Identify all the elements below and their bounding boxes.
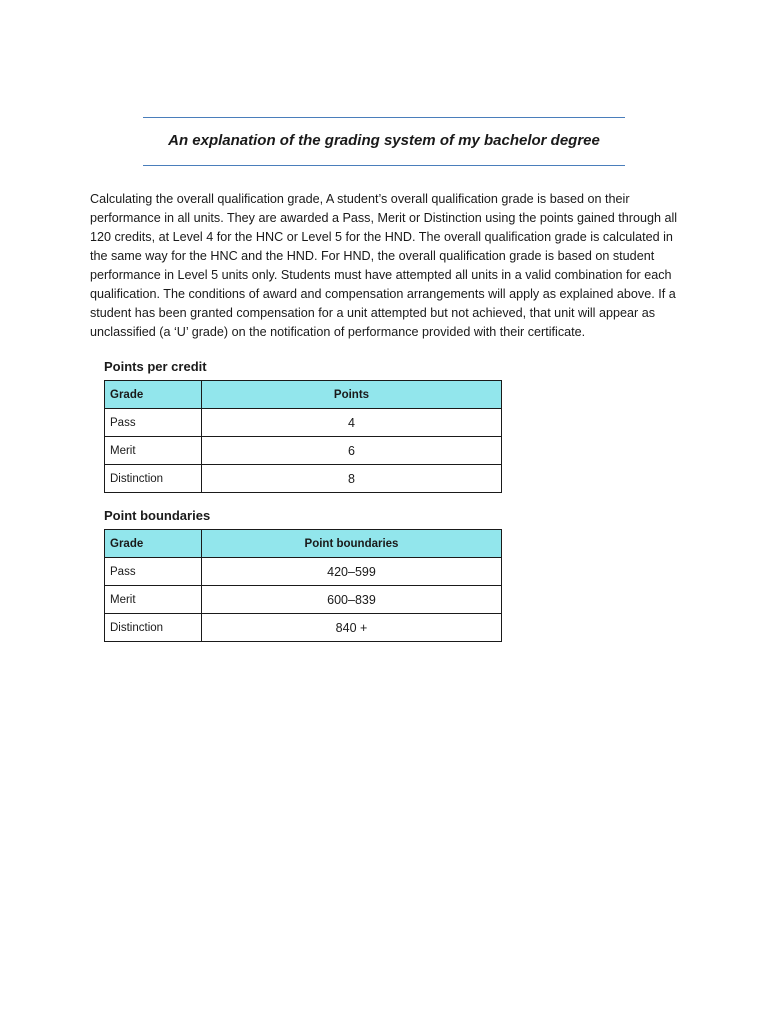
points-per-credit-heading: Points per credit (104, 359, 207, 374)
table-header-row (105, 381, 502, 409)
table-header-grade: Grade (105, 381, 202, 409)
points-per-credit-table (104, 380, 502, 493)
title-rule-top (143, 117, 625, 118)
table-row (105, 409, 502, 437)
table-row (105, 614, 502, 642)
grade-cell: Distinction (105, 465, 202, 493)
point-boundaries-table (104, 529, 502, 642)
table-row (105, 558, 502, 586)
grade-cell: Distinction (105, 614, 202, 642)
grade-cell: Merit (105, 437, 202, 465)
table-row (105, 465, 502, 493)
body-paragraph: Calculating the overall qualification grade, A student’s overall qualification grade is based on their performance in all units. They are awarded a Pass, Merit or Distinction using the points gained through all 120 credits, at Level 4 for the HNC or Level 5 for the HND. The overall qualification grade is calculated in the same way for the HNC and the HND. For HND, the overall qualification grade is based on student performance in Level 5 units only. Students must have attempted all units in a valid combination for each qualification. The conditions of award and compensation arrangements will apply as explained above. If a student has been granted compensation for a unit attempted but not achieved, that unit will appear as unclassified (a ‘U’ grade) on the notification of performance provided with their certificate. (90, 192, 678, 339)
boundary-cell: 840 + (202, 614, 502, 642)
boundary-cell: 600–839 (202, 586, 502, 614)
grade-cell: Pass (105, 409, 202, 437)
table-row (105, 586, 502, 614)
points-cell: 4 (202, 409, 502, 437)
grade-cell: Pass (105, 558, 202, 586)
title-rule-bottom (143, 165, 625, 166)
page-title: An explanation of the grading system of my bachelor degree (168, 132, 600, 149)
table-row (105, 437, 502, 465)
points-cell: 6 (202, 437, 502, 465)
table-header-point-boundaries: Point boundaries (202, 530, 502, 558)
table-header-points: Points (202, 381, 502, 409)
table-header-row (105, 530, 502, 558)
grade-cell: Merit (105, 586, 202, 614)
table-header-grade: Grade (105, 530, 202, 558)
point-boundaries-heading: Point boundaries (104, 508, 211, 523)
boundary-cell: 420–599 (202, 558, 502, 586)
points-cell: 8 (202, 465, 502, 493)
